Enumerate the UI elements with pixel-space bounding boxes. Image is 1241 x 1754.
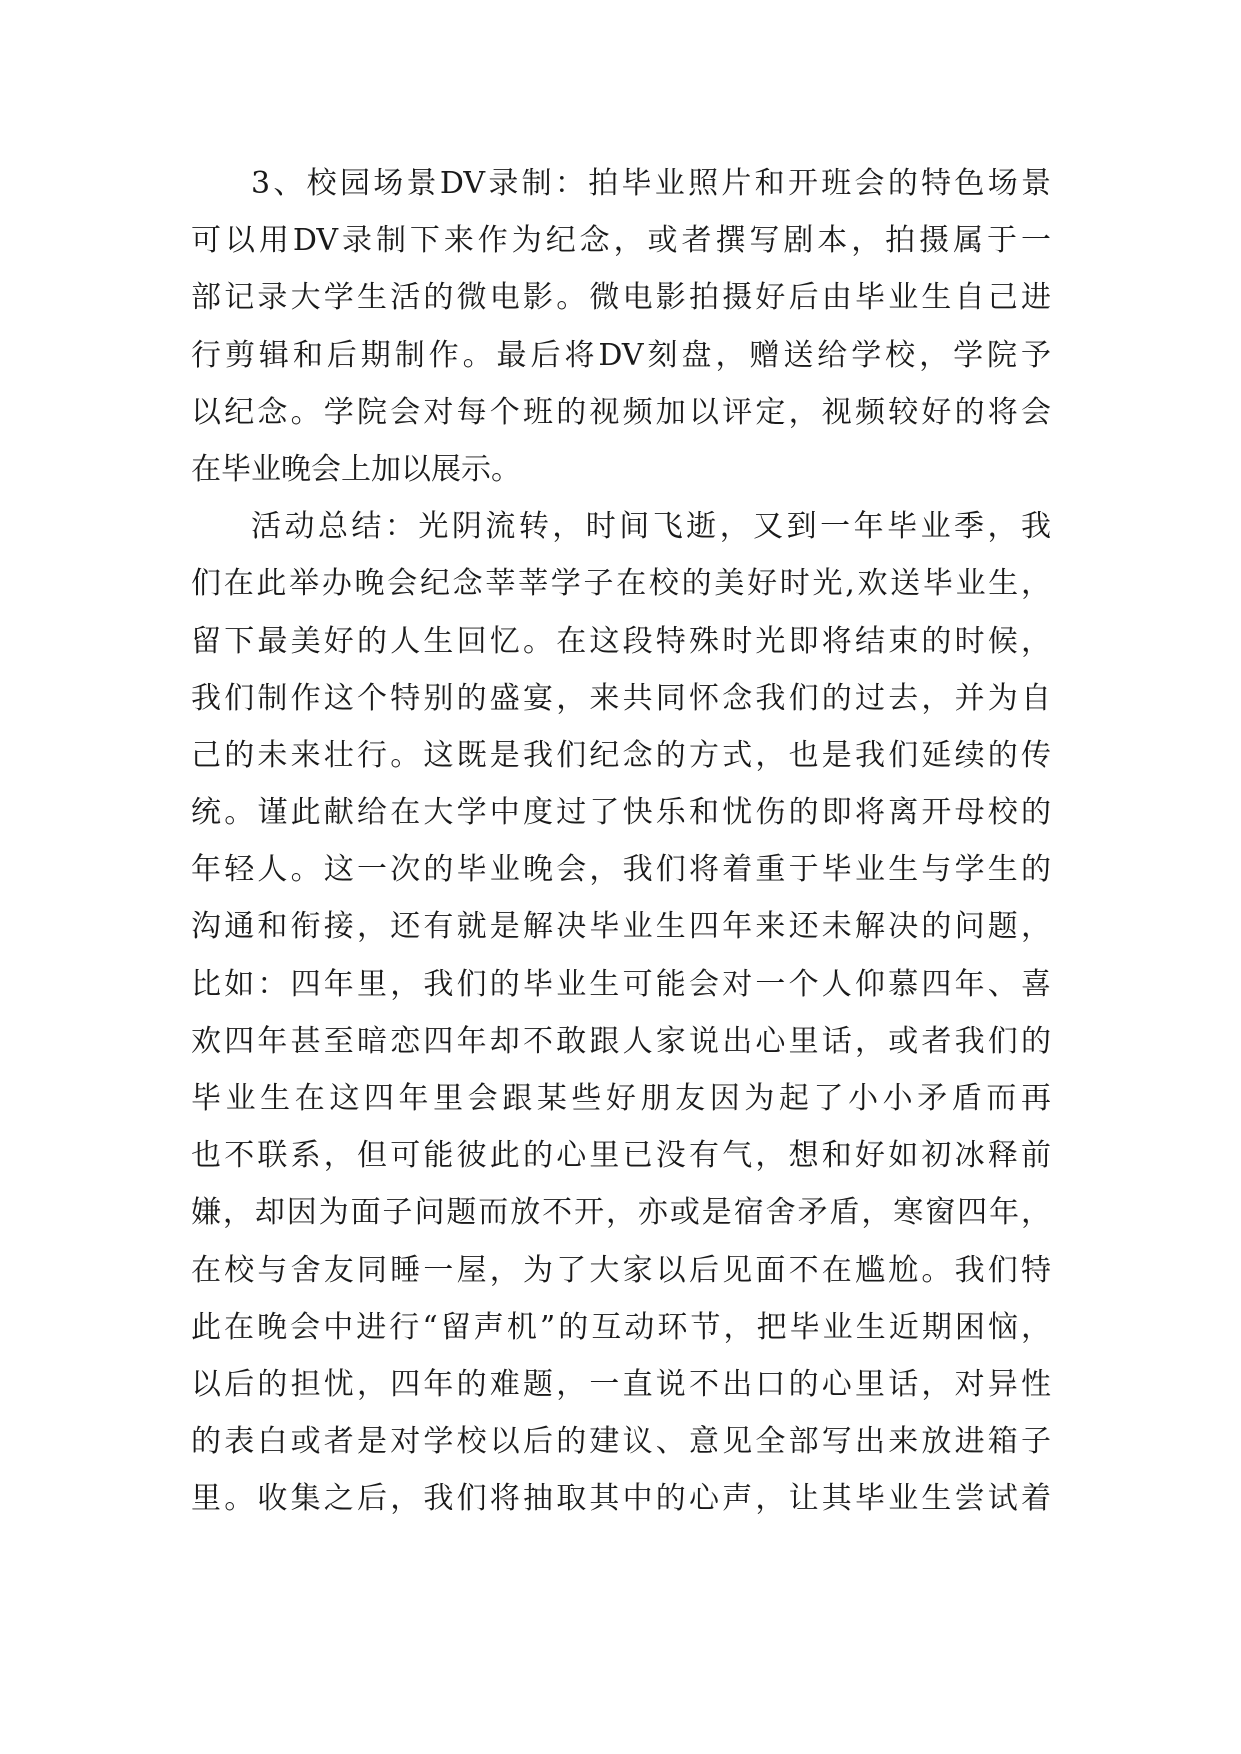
paragraph-line: 己的未来壮行。这既是我们纪念的方式，也是我们延续的传 (191, 737, 1051, 773)
paragraph-line: 在校与舍友同睡一屋，为了大家以后见面不在尴尬。我们特 (191, 1252, 1051, 1288)
paragraph-line: 统。谨此献给在大学中度过了快乐和忧伤的即将离开母校的 (191, 795, 1051, 831)
paragraph-line: 在毕业晚会上加以展示。 (191, 451, 521, 487)
paragraph-line: 我们制作这个特别的盛宴，来共同怀念我们的过去，并为自 (191, 680, 1051, 716)
paragraph-line: 以后的担忧，四年的难题，一直说不出口的心里话，对异性 (191, 1366, 1051, 1402)
paragraph-line: 比如：四年里，我们的毕业生可能会对一个人仰慕四年、喜 (191, 966, 1051, 1002)
paragraph-line: 部记录大学生活的微电影。微电影拍摄好后由毕业生自己进 (191, 280, 1051, 316)
paragraph-line: 毕业生在这四年里会跟某些好朋友因为起了小小矛盾而再 (191, 1081, 1051, 1116)
paragraph-line: 欢四年甚至暗恋四年却不敢跟人家说出心里话，或者我们的 (191, 1023, 1051, 1059)
paragraph-line: 也不联系，但可能彼此的心里已没有气，想和好如初冰释前 (191, 1138, 1051, 1174)
paragraph-line: 活动总结：光阴流转，时间飞逝，又到一年毕业季，我 (251, 509, 1051, 545)
paragraph-line: 留下最美好的人生回忆。在这段特殊时光即将结束的时候， (191, 623, 1051, 659)
paragraph-line: 行剪辑和后期制作。最后将DV刻盘，赠送给学校，学院予 (191, 337, 1051, 373)
paragraph-line: 嫌，却因为面子问题而放不开，亦或是宿舍矛盾，寒窗四年， (191, 1195, 1051, 1231)
paragraph-line: 此在晚会中进行“留声机”的互动环节，把毕业生近期困恼， (191, 1309, 1051, 1345)
paragraph-line: 们在此举办晚会纪念莘莘学子在校的美好时光,欢送毕业生， (191, 566, 1051, 602)
paragraph-line: 3、校园场景DV录制：拍毕业照片和开班会的特色场景 (251, 166, 1051, 201)
document-body (191, 155, 1051, 1528)
paragraph-line: 年轻人。这一次的毕业晚会，我们将着重于毕业生与学生的 (191, 852, 1051, 888)
paragraph-line: 里。收集之后，我们将抽取其中的心声，让其毕业生尝试着 (191, 1481, 1051, 1517)
paragraph-line: 的表白或者是对学校以后的建议、意见全部写出来放进箱子 (191, 1424, 1051, 1460)
paragraph-line: 沟通和衔接，还有就是解决毕业生四年来还未解决的问题， (191, 909, 1051, 945)
paragraph-line: 以纪念。学院会对每个班的视频加以评定，视频较好的将会 (191, 394, 1051, 430)
paragraph-line: 可以用DV录制下来作为纪念，或者撰写剧本，拍摄属于一 (191, 223, 1051, 259)
